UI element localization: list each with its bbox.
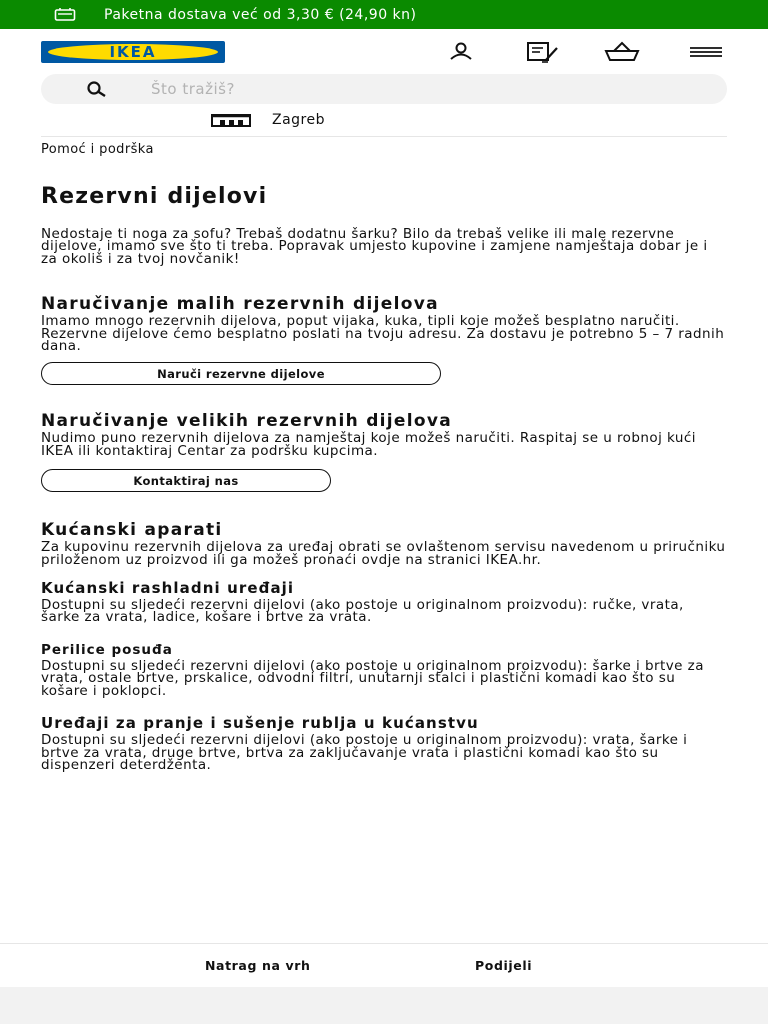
search-input[interactable]: [151, 74, 691, 104]
large-parts-text: Nudimo puno rezervnih dijelova za namještaj koje možeš naručiti. Raspitaj se u robnoj kući IKEA ili kontaktiraj Centar za podršku kupcima.: [41, 430, 696, 459]
page-title: Rezervni dijelovi: [41, 184, 268, 209]
order-spare-parts-button[interactable]: Naruči rezervne dijelove: [41, 362, 441, 385]
laundry-heading: Uređaji za pranje i sušenje rublja u kućanstvu: [41, 714, 479, 733]
menu-icon[interactable]: [688, 40, 724, 64]
promo-banner[interactable]: [0, 0, 768, 29]
dishwashers-text: Dostupni su sljedeći rezervni dijelovi (ako postoje u originalnom proizvodu): šarke i brtve za vrata, ostale brtve, prskalice, odvodni filtri, unutarnji stalci i plastični komadi kao što su košare i poklopci.: [41, 657, 704, 699]
store-selector[interactable]: [210, 112, 325, 128]
back-to-top-link[interactable]: Natrag na vrh: [205, 958, 311, 973]
appliances-heading: Kućanski aparati: [41, 520, 223, 541]
store-name: Zagreb: [272, 112, 326, 128]
dishwashers-heading: Perilice posuđa: [41, 641, 173, 658]
user-icon[interactable]: [443, 40, 479, 64]
laundry-text: Dostupni su sljedeći rezervni dijelovi (ako postoje u originalnom proizvodu): vrata, šarke i brtve za vrata, druge brtve, brtva za zaključavanje vrata i plastični komadi kao što su dispenzeri deterdženta.: [41, 732, 688, 773]
main-content: [41, 184, 727, 771]
promo-text: Paketna dostava već od 3,30 € (24,90 kn): [104, 6, 417, 23]
breadcrumb[interactable]: [41, 142, 154, 157]
contact-us-button[interactable]: Kontaktiraj nas: [41, 469, 331, 492]
footer-divider: [0, 943, 768, 944]
store-icon: [210, 112, 254, 128]
bottom-band: [0, 987, 768, 1024]
header-divider: [41, 136, 727, 137]
search-icon[interactable]: [85, 80, 107, 98]
large-parts-heading: Naručivanje velikih rezervnih dijelova: [41, 411, 453, 432]
small-parts-text: Imamo mnogo rezervnih dijelova, poput vijaka, kuka, tipli koje možeš besplatno naručiti. Rezervne dijelove ćemo besplatno poslati na tvoju adresu. Za dostavu je potrebno 5 – 7 radnih dana.: [41, 313, 725, 355]
refrigeration-heading: Kućanski rashladni uređaji: [41, 579, 295, 598]
appliances-text: Za kupovinu rezervnih dijelova za uređaj obrati se ovlaštenom servisu navedenom u priručniku priloženom uz proizvod ili ga možeš pronaći ovdje na stranici IKEA.hr.: [41, 539, 726, 568]
breadcrumb-link[interactable]: Pomoć i podrška: [41, 142, 154, 157]
intro-text: Nedostaje ti noga za sofu? Trebaš dodatnu šarku? Bilo da trebaš velike ili male rezervne dijelove, imamo sve što ti treba. Popravak umjesto kupovine i zamjene namještaja dobar je i za okoliš i za tvoj novčanik!: [41, 226, 708, 267]
delivery-truck-icon: [54, 7, 76, 22]
refrigeration-text: Dostupni su sljedeći rezervni dijelovi (ako postoje u originalnom proizvodu): ručke, vrata, šarke za vrata, ladice, košare i brtve za vrata.: [41, 597, 684, 626]
search-bar[interactable]: [41, 74, 727, 104]
ikea-logo[interactable]: [41, 41, 225, 63]
small-parts-heading: Naručivanje malih rezervnih dijelova: [41, 294, 439, 315]
shopping-list-icon[interactable]: [524, 40, 560, 64]
share-link[interactable]: Podijeli: [475, 958, 533, 973]
logo-text: IKEA: [109, 43, 157, 61]
shopping-basket-icon[interactable]: [604, 40, 640, 64]
